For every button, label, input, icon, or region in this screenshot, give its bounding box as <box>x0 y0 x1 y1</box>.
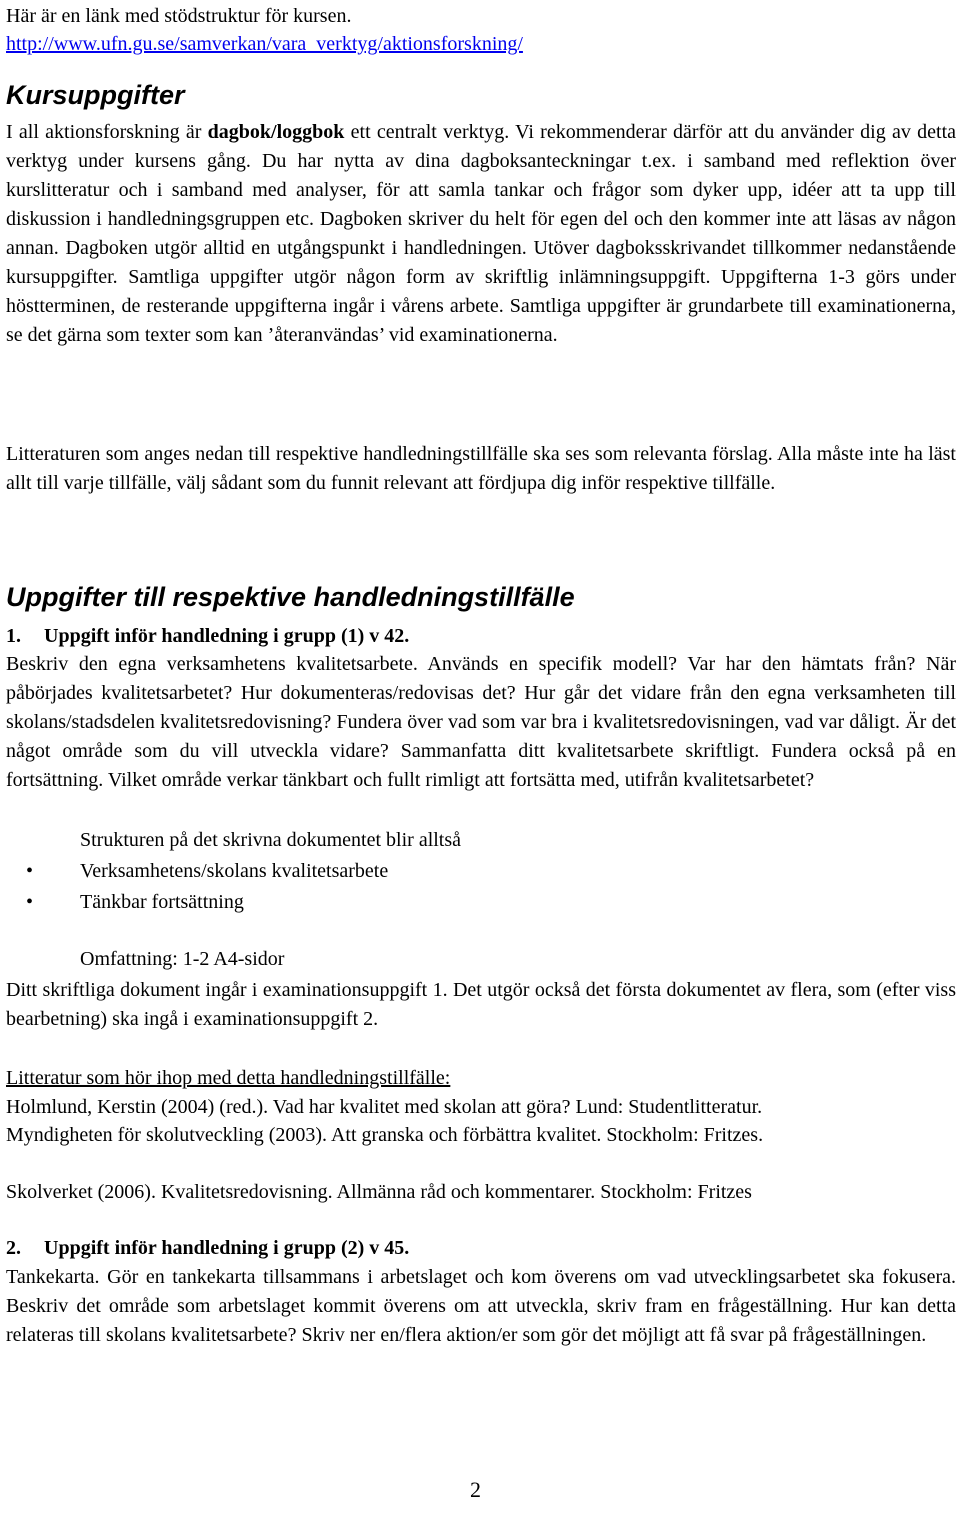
p1-rest: ett centralt verktyg. Vi rekommenderar därför att du använder dig av detta verktyg under kursens gång. Du har nytta av dina dagboksanteckningar t.ex. i samband med reflektion över kurslitteratur och i samband med analyser, för att samla tankar och frågor som dyker upp, idéer att ta upp till diskussion i handledningsgruppen etc. Dagboken skriver du helt för egen del och den kommer inte att läsas av någon annan. Dagboken utgör alltid en utgångspunkt i handledningen. Utöver dagboksskrivandet tillkommer nedanstående kursuppgifter. Samtliga uppgifter utgör någon form av skriftlig inlämningsuppgift. Uppgifterna 1-3 görs under höstterminen, de resterande uppgifterna ingår i vårens arbete. Samtliga uppgifter är grundarbete till examinationerna, se det gärna som texter som kan ’återanvändas’ vid examinationerna. <box>6 121 956 346</box>
task-1-exam-note: Ditt skriftliga dokument ingår i examinationsuppgift 1. Det utgör också det första dokumentet av flera, som (efter viss bearbetning) ska ingå i examinationsuppgift 2. <box>6 979 956 1030</box>
literature-item-2: Myndigheten för skolutveckling (2003). Att granska och förbättra kvalitet. Stockholm: Fritzes. <box>6 1124 764 1146</box>
course-link[interactable]: http://www.ufn.gu.se/samverkan/vara_verktyg/aktionsforskning/ <box>6 33 523 55</box>
bullet-icon: • <box>26 860 34 882</box>
task-1-title <box>6 622 409 650</box>
task-2-body: Tankekarta. Gör en tankekarta tillsammans i arbetslaget och kom överens om vad utvecklingsarbetet ska fokusera. Beskriv det område som arbetslaget kommit överens om att utveckla, skriv fram en frågeställning. Hur kan detta relateras till skolans kvalitetsarbete? Skriv ner en/flera aktion/er som gör det möjligt att få svar på frågeställningen. <box>6 1266 956 1346</box>
task-1-structure-intro: Strukturen på det skrivna dokumentet blir alltså <box>80 829 462 851</box>
task-1-scope: Omfattning: 1-2 A4-sidor <box>80 948 285 970</box>
task-1-number: 1. <box>6 625 21 647</box>
page-number: 2 <box>470 1477 481 1502</box>
task-1-body: Beskriv den egna verksamhetens kvalitetsarbete. Används en specifik modell? Var har den hämtats från? När påbörjades kvalitetsarbetet? Hur dokumenteras/redovisas det? Hur går det vidare från den egna verksamheten till skolans/stadsdelen kvalitetsredovisning? Fundera över vad som var bra i kvalitetsredovisningen, vad var dåligt. Är det något område som du vill utveckla vidare? Sammanfatta ditt kvalitetsarbete skriftligt. Fundera också på en fortsättning. Vilket område verkar tänkbart och fullt rimligt att fortsätta med, utifrån kvalitetsarbetet? <box>6 653 956 791</box>
uppgifter-heading: Uppgifter till respektive handledningstillfälle <box>6 582 575 612</box>
task-1-title-text: Uppgift inför handledning i grupp (1) v 42. <box>44 625 410 647</box>
kursuppgifter-paragraph-2: Litteraturen som anges nedan till respektive handledningstillfälle ska ses som relevanta förslag. Alla måste inte ha läst allt till varje tillfälle, välj sådant som du funnit relevant att fördjupa dig inför respektive tillfälle. <box>6 443 956 494</box>
kursuppgifter-paragraph-1 <box>6 118 956 350</box>
kursuppgifter-heading: Kursuppgifter <box>6 80 185 110</box>
task-1-bullet-1: Verksamhetens/skolans kvalitetsarbete <box>80 860 389 882</box>
p1-start: I all aktionsforskning är <box>6 121 208 143</box>
literature-item-3: Skolverket (2006). Kvalitetsredovisning. Allmänna råd och kommentarer. Stockholm: Fritzes <box>6 1181 752 1203</box>
bullet-icon: • <box>26 891 34 913</box>
task-2-number: 2. <box>6 1237 21 1259</box>
p1-bold: dagbok/loggbok <box>207 121 345 143</box>
intro-text: Här är en länk med stödstruktur för kursen. <box>6 5 352 27</box>
literature-item-1: Holmlund, Kerstin (2004) (red.). Vad har kvalitet med skolan att göra? Lund: Studentlitteratur. <box>6 1096 763 1118</box>
task-2-title-text: Uppgift inför handledning i grupp (2) v 45. <box>44 1237 410 1259</box>
task-2-title <box>6 1234 409 1262</box>
task-1-bullet-2: Tänkbar fortsättning <box>80 891 244 913</box>
task-1-literature-heading: Litteratur som hör ihop med detta handledningstillfälle: <box>6 1067 451 1089</box>
